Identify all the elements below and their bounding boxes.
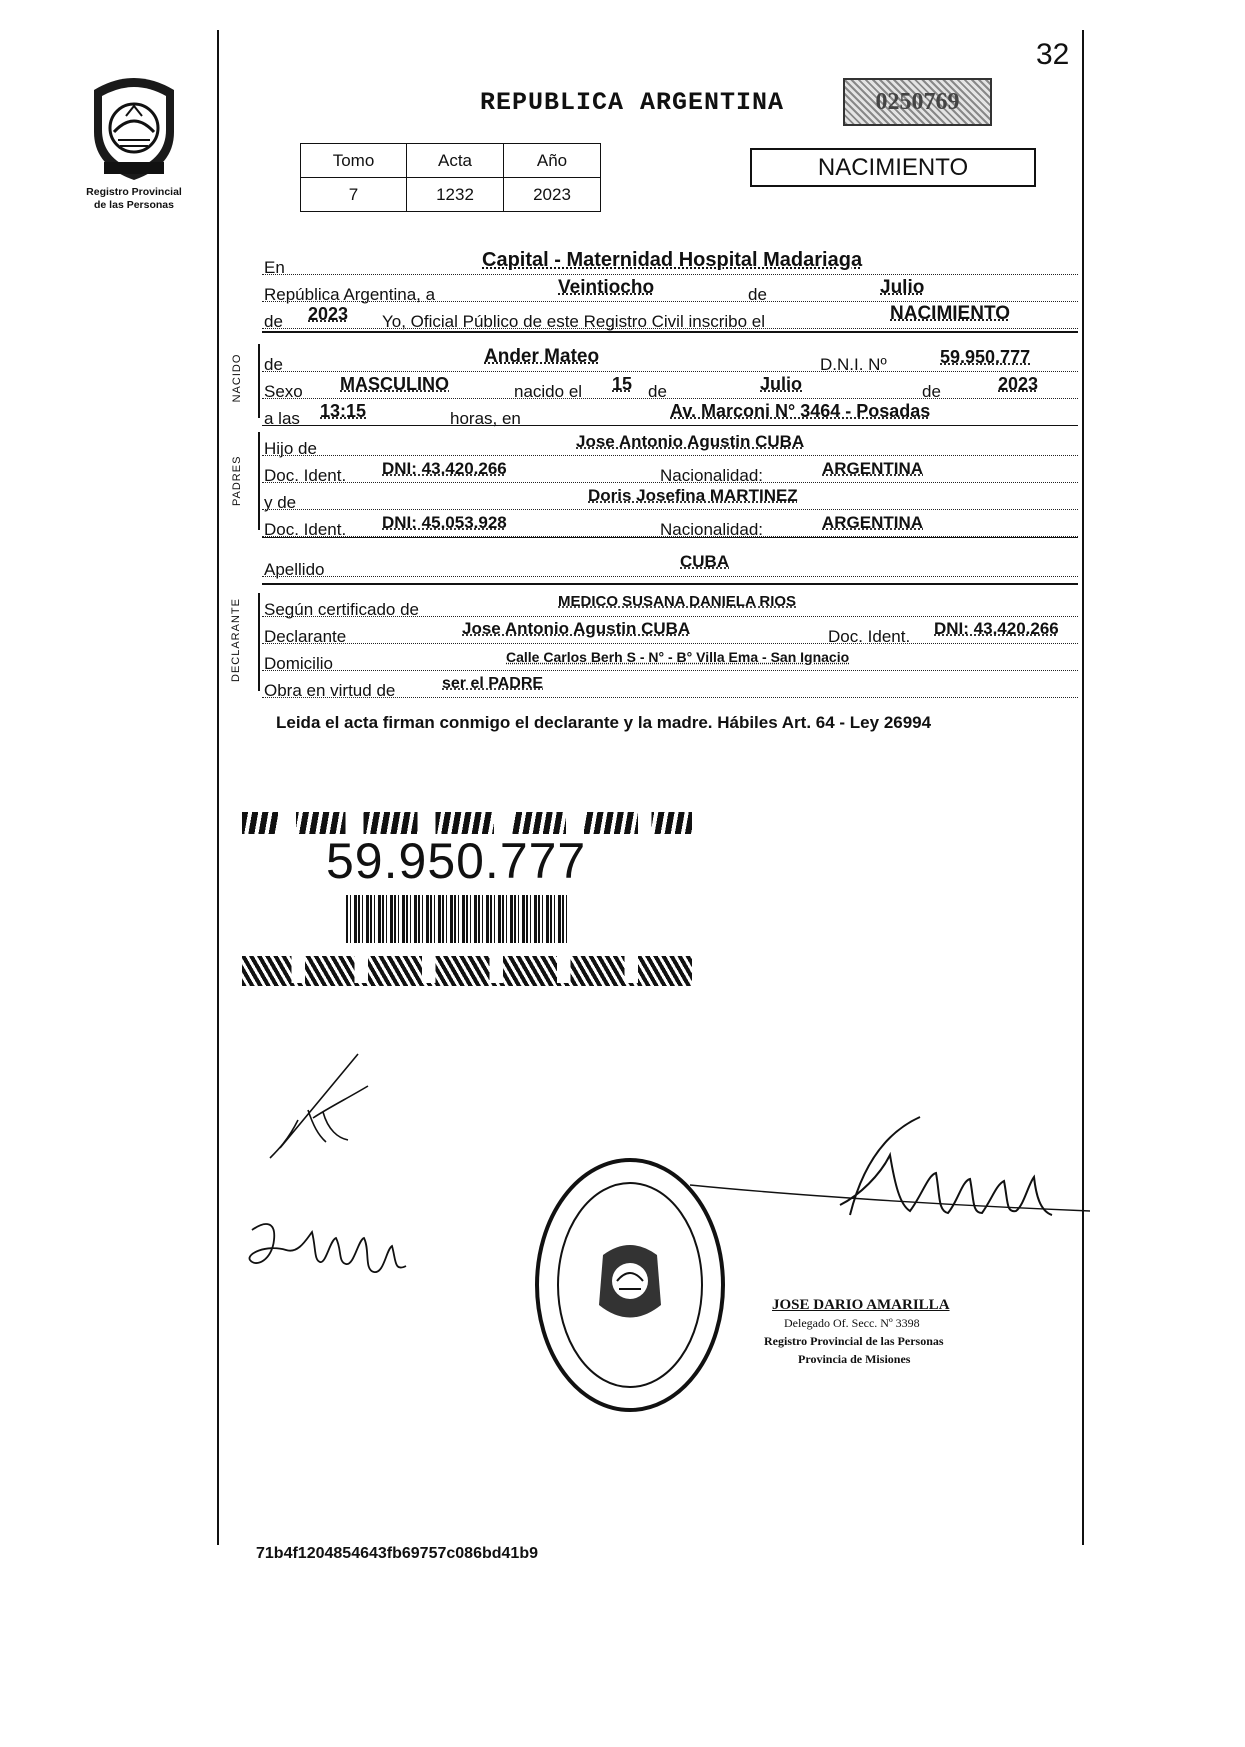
value-declarante-doc: DNI: 43.420.266 <box>934 619 1059 638</box>
page-number: 32 <box>1036 38 1070 71</box>
official-office: Registro Provincial de las Personas <box>764 1334 944 1348</box>
value-obra: ser el PADRE <box>442 675 544 692</box>
closing-note: Leida el acta firman conmigo el declarante y la madre. Hábiles Art. 64 - Ley 26994 <box>276 713 932 732</box>
label-domicilio: Domicilio <box>264 654 333 673</box>
label-declarante-doc: Doc. Ident. <box>828 627 911 646</box>
label-nacido: nacido el <box>514 382 583 401</box>
label-madre-doc: Doc. Ident. <box>264 520 347 539</box>
label-apellido: Apellido <box>264 560 325 579</box>
declarant-signature <box>268 1050 378 1165</box>
value-inscribe: NACIMIENTO <box>890 303 1010 324</box>
label-y-de: y de <box>264 493 297 512</box>
label-oficial: Yo, Oficial Público de este Registro Civil inscribo el <box>382 312 765 331</box>
value-padre-nac: ARGENTINA <box>822 459 924 478</box>
section-nacido: NACIDO <box>231 353 243 403</box>
padres-tick <box>258 432 260 530</box>
value-dni: 59.950.777 <box>940 347 1031 367</box>
label-hijo-de: Hijo de <box>264 439 317 458</box>
label-a-las: a las <box>264 409 300 428</box>
value-acta: 1232 <box>407 178 504 212</box>
value-lugar: Capital - Maternidad Hospital Madariaga <box>482 249 863 271</box>
label-dni: D.N.I. Nº <box>820 355 887 374</box>
value-dia: Veintiocho <box>558 277 655 298</box>
label-nac-de-mes: de <box>648 382 667 401</box>
value-tomo: 7 <box>301 178 407 212</box>
label-segun: Según certificado de <box>264 600 419 619</box>
official-name: JOSE DARIO AMARILLA <box>772 1297 950 1313</box>
label-padre-nacionalidad: Nacionalidad: <box>660 466 764 485</box>
section-padres: PADRES <box>231 455 243 506</box>
label-de-mes: de <box>748 285 767 304</box>
official-signature <box>690 1115 1090 1250</box>
label-horas-en: horas, en <box>450 409 521 428</box>
barcode-pattern-top <box>242 812 692 834</box>
country-title: REPUBLICA ARGENTINA <box>480 88 785 117</box>
official-block <box>764 1296 950 1368</box>
logo-caption-line1: Registro Provincial <box>86 186 182 198</box>
declarante-tick <box>258 593 260 691</box>
value-apellido: CUBA <box>680 552 730 571</box>
barcode-bars <box>346 895 570 943</box>
right-margin-line <box>1082 30 1084 1545</box>
label-padre-doc: Doc. Ident. <box>264 466 347 485</box>
value-mes: Julio <box>880 277 925 298</box>
logo-caption-line2: de las Personas <box>94 199 174 211</box>
label-declarante: Declarante <box>264 627 347 646</box>
value-anio: 2023 <box>504 178 601 212</box>
value-anio: 2023 <box>308 304 349 324</box>
value-lugar-nac: Av. Marconi N° 3464 - Posadas <box>670 401 931 421</box>
header-anio: Año <box>504 144 601 178</box>
row-apellido <box>262 550 1078 577</box>
label-obra: Obra en virtud de <box>264 681 396 700</box>
value-madre-doc: DNI: 45.053.928 <box>382 513 507 532</box>
separator-2 <box>262 425 1078 426</box>
section-declarante: DECLARANTE <box>230 598 242 682</box>
value-certificado: MEDICO SUSANA DANIELA RIOS <box>558 593 797 610</box>
record-type: NACIMIENTO <box>817 154 969 181</box>
nacido-tick <box>258 344 260 418</box>
value-hora: 13:15 <box>320 401 367 421</box>
mother-signature <box>246 1210 416 1285</box>
header-acta: Acta <box>407 144 504 178</box>
official-province: Provincia de Misiones <box>798 1352 911 1366</box>
reference-table <box>300 143 601 212</box>
left-margin-line <box>217 30 219 1545</box>
value-nac-mes: Julio <box>760 374 803 394</box>
label-nombre-de: de <box>264 355 283 374</box>
record-type-box <box>750 148 1036 187</box>
value-madre-nac: ARGENTINA <box>822 513 924 532</box>
value-nac-dia: 15 <box>612 374 633 394</box>
value-madre: Doris Josefina MARTINEZ <box>588 486 798 505</box>
value-domicilio: Calle Carlos Berh S - N° - B° Villa Ema - San Ignacio <box>506 649 850 665</box>
document-hash: 71b4f1204854643fb69757c086bd41b9 <box>256 1545 538 1562</box>
label-de-anio: de <box>264 312 283 331</box>
barcode-pattern-bottom <box>242 956 692 986</box>
separator-4 <box>262 583 1078 585</box>
value-padre-doc: DNI: 43.420.266 <box>382 459 507 478</box>
header-tomo: Tomo <box>301 144 407 178</box>
value-nombre: Ander Mateo <box>484 346 600 367</box>
serial-number: 0250769 <box>875 89 960 115</box>
label-nac-de-anio: de <box>922 382 941 401</box>
barcode-number: 59.950.777 <box>326 833 587 889</box>
logo-caption <box>62 186 206 212</box>
label-republica: República Argentina, a <box>264 285 436 304</box>
value-padre: Jose Antonio Agustin CUBA <box>576 432 805 451</box>
label-madre-nacionalidad: Nacionalidad: <box>660 520 764 539</box>
official-title: Delegado Of. Secc. Nº 3398 <box>784 1316 920 1330</box>
registry-logo <box>84 70 184 182</box>
label-sexo: Sexo <box>264 382 303 401</box>
value-sexo: MASCULINO <box>340 374 449 394</box>
label-en: En <box>264 258 285 277</box>
value-declarante: Jose Antonio Agustin CUBA <box>462 619 691 638</box>
value-nac-anio: 2023 <box>998 374 1039 394</box>
serial-stamp <box>843 78 992 126</box>
